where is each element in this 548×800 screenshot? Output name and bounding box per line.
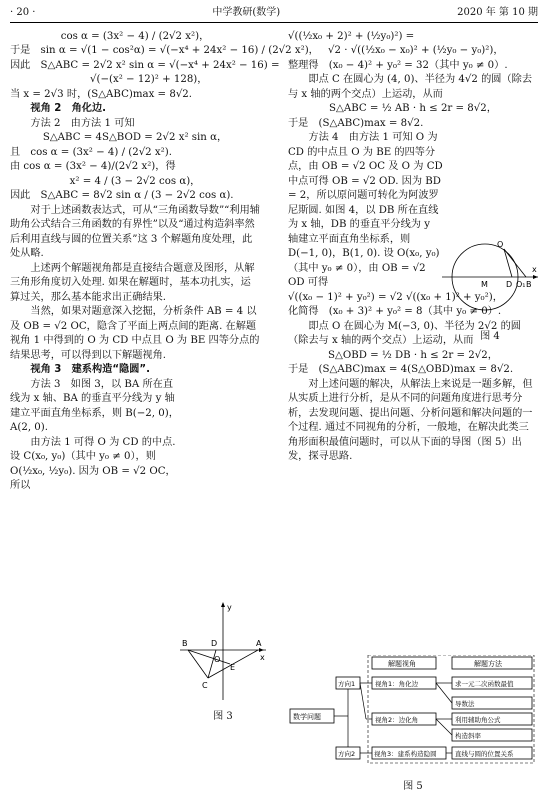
- figure-5-diagram: [288, 655, 538, 775]
- para-summary: 上述两个解题视角都是直接结合题意及图形，从解三角形角度切入处理. 如果在解题时，基本功扎实，运算过关，那么基本能求出正确结果.: [10, 262, 255, 303]
- fig5-method-5: 直线与圆的位置关系: [455, 750, 514, 758]
- fig5-method-2: 导数法: [455, 700, 475, 708]
- eq-derive: 由 cos α = (3x² − 4)/(2√2 x²)，得: [10, 161, 176, 173]
- fig5-view-2: 视角2：边化角: [375, 716, 419, 724]
- fig4-label-B: B: [526, 280, 532, 289]
- para-deeper: 当然，如果对题意深入挖掘，分析条件 AB = 4 以及 OB = √2 OC，隐含了平面上两点间的距离. 在解题视角 1 中得到的 O 为 CD 中点且 O 为 BE 四等分点的结果思考，可以得到以下解题视角.: [10, 306, 260, 361]
- eq-area-bound-1: S△ABC = ½ AB · h ≤ 2r = 8√2，: [329, 103, 497, 115]
- para-conclusion: 对上述问题的解决，从解法上来说是一题多解，但从实质上进行分析，是从不同的问题角度进行思考分析，去发现问题、提出问题、分析问题和解决问题的一个过程. 通过不同视角的分析，一般地，在解决此类三角形面积最值问题时，可以从下面的导图（图 5）出发，探寻思路.: [288, 378, 533, 463]
- eq-area-max: 当 x = 2√3 时，(S△ABC)max = 8√2.: [10, 88, 193, 100]
- eq-distance-2: √2 · √((½x₀ − x₀)² + (½y₀ − y₀)²)，: [328, 45, 504, 57]
- fig4-label-D: D: [506, 280, 513, 289]
- para-approaches: 对于上述函数表达式，可从“三角函数导数”“利用辅助角公式结合三角函数的有界性”以及“通过构造斜率然后利用直线与圆的位置关系”这 3 个解题角度处理，此处从略.: [10, 204, 260, 260]
- eq-sin-alpha: 于是 sin α = √(1 − cos²α) = √(−x⁴ + 24x² − 16) / (2√2 x²)，: [10, 45, 319, 57]
- eq-cos-again: 且 cos α = (3x² − 4) / (2√2 x²).: [10, 146, 172, 158]
- fig5-direction-2: 方向2: [338, 750, 356, 758]
- eq-circle-2: 化简得 (x₀ + 3)² + y₀² = 8（其中 y₀ ≠ 0）.: [288, 306, 502, 318]
- fig4-label-O1: O₁: [516, 280, 526, 289]
- eq-area-func: 因此 S△ABC = 8√2 sin α / (3 − 2√2 cos α).: [10, 190, 234, 202]
- eq-area-bound-2: S△OBD = ½ DB · h ≤ 2r = 2√2，: [328, 349, 498, 361]
- para-circle-2: 即点 O 在圆心为 M(−3, 0)、半径为 2√2 的圆（除去与 x 轴的两个交点）上运动，从而: [288, 320, 521, 347]
- method-3-setup: 由方法 1 可得 O 为 CD 的中点. 设 C(x₀, y₀)（其中 y₀ ≠ 0），则 O(½x₀, ½y₀). 因为 OB = √2 OC，所以: [10, 436, 176, 492]
- fig3-label-C: C: [202, 681, 208, 690]
- figure-4-caption: 图 4: [480, 331, 500, 343]
- para-circle-1: 即点 C 在圆心为 (4, 0)、半径为 4√2 的圆（除去与 x 轴的两个交点）上运动，从而: [288, 74, 533, 100]
- eq-x2: x² = 4 / (3 − 2√2 cos α)，: [69, 175, 201, 187]
- eq-apollonius: √((x₀ − 1)² + y₀²) = √2 √((x₀ + 1)² + y₀²)，: [288, 291, 503, 303]
- view-3-heading: 视角 3 建系构造“隐圆”.: [30, 364, 150, 376]
- fig4-label-M: M: [481, 280, 488, 289]
- eq-area-4s: S△ABC = 4S△BOD = 2√2 x² sin α，: [42, 132, 228, 144]
- fig3-label-B: B: [182, 639, 188, 648]
- eq-area-1: 因此 S△ABC = 2√2 x² sin α = √(−x⁴ + 24x² − 16) =: [10, 59, 280, 71]
- figure-3-caption: 图 3: [213, 711, 233, 723]
- eq-max-2: 于是 (S△ABC)max = 4(S△OBD)max = 8√2.: [288, 364, 514, 376]
- fig3-label-A: A: [256, 639, 262, 648]
- fig3-label-E: E: [230, 663, 236, 672]
- fig5-direction-1: 方向1: [338, 680, 356, 688]
- fig4-label-x: x: [532, 265, 537, 274]
- page-number: · 20 ·: [10, 7, 36, 18]
- fig5-method-4: 构造斜率: [455, 732, 481, 740]
- figure-4: [440, 225, 540, 343]
- eq-area-2: √(−(x² − 12)² + 128)，: [90, 74, 208, 86]
- fig5-head-method: 解题方法: [474, 660, 502, 668]
- page-header: [10, 6, 538, 23]
- fig4-label-O: O: [497, 240, 504, 249]
- fig3-label-y: y: [227, 603, 232, 612]
- fig3-label-O: O: [214, 655, 221, 664]
- fig5-math-problem: 数学问题: [293, 713, 321, 721]
- method-3-text: 方法 3 如图 3，以 BA 所在直线为 x 轴、BA 的垂直平分线为 y 轴建立平面直角坐标系，则 B(−2, 0)，A(2, 0).: [10, 378, 179, 434]
- left-column: [10, 30, 319, 494]
- eq-max-1: 于是 (S△ABC)max = 8√2.: [288, 117, 424, 129]
- fig3-label-x: x: [260, 653, 265, 662]
- figure-3: [178, 600, 268, 723]
- figure-3-diagram: [178, 600, 268, 705]
- eq-circle-1: 整理得 (x₀ − 4)² + y₀² = 32（其中 y₀ ≠ 0）.: [288, 59, 508, 71]
- eq-cos-alpha: cos α = (3x² − 4) / (2√2 x²)，: [60, 31, 210, 42]
- figure-4-diagram: [440, 225, 540, 325]
- fig5-method-3: 利用辅助角公式: [455, 716, 501, 724]
- issue-label: 2020 年 第 10 期: [457, 7, 538, 18]
- fig5-head-view: 解题视角: [388, 660, 416, 668]
- fig5-view-1: 视角1：角化边: [375, 680, 419, 688]
- fig5-method-1: 求一元二次函数最值: [455, 680, 514, 688]
- journal-title: 中学教研(数学): [212, 7, 281, 18]
- figure-5-caption: 图 5: [403, 781, 423, 793]
- fig3-label-D: D: [211, 639, 218, 648]
- method-4-text: 方法 4 由方法 1 可知 O 为 CD 的中点且 O 为 BE 的四等分点，由 OB = √2 OC 及 O 为 CD 中点可得 OB = √2 OD. 因为 BD = 2，所以原问题可转化为阿波罗尼斯圆. 如图 4，以 DB 所在直线为 x 轴，DB 的垂直平分线为 y 轴建立平面直角坐标系，则 D(−1, 0)，B(1, 0). 设 O(x₀, y₀)（其中 y₀ ≠ 0），由 OB = √2 OD 可得: [288, 132, 443, 289]
- fig5-view-3: 视角3：建系构造隐圆: [374, 750, 437, 758]
- view-2-heading: 视角 2 角化边.: [30, 103, 107, 115]
- eq-distance-1: √((½x₀ + 2)² + (½y₀)²) =: [288, 31, 415, 42]
- figure-5: [288, 655, 538, 795]
- method-2-heading: 方法 2 由方法 1 可知: [30, 117, 135, 129]
